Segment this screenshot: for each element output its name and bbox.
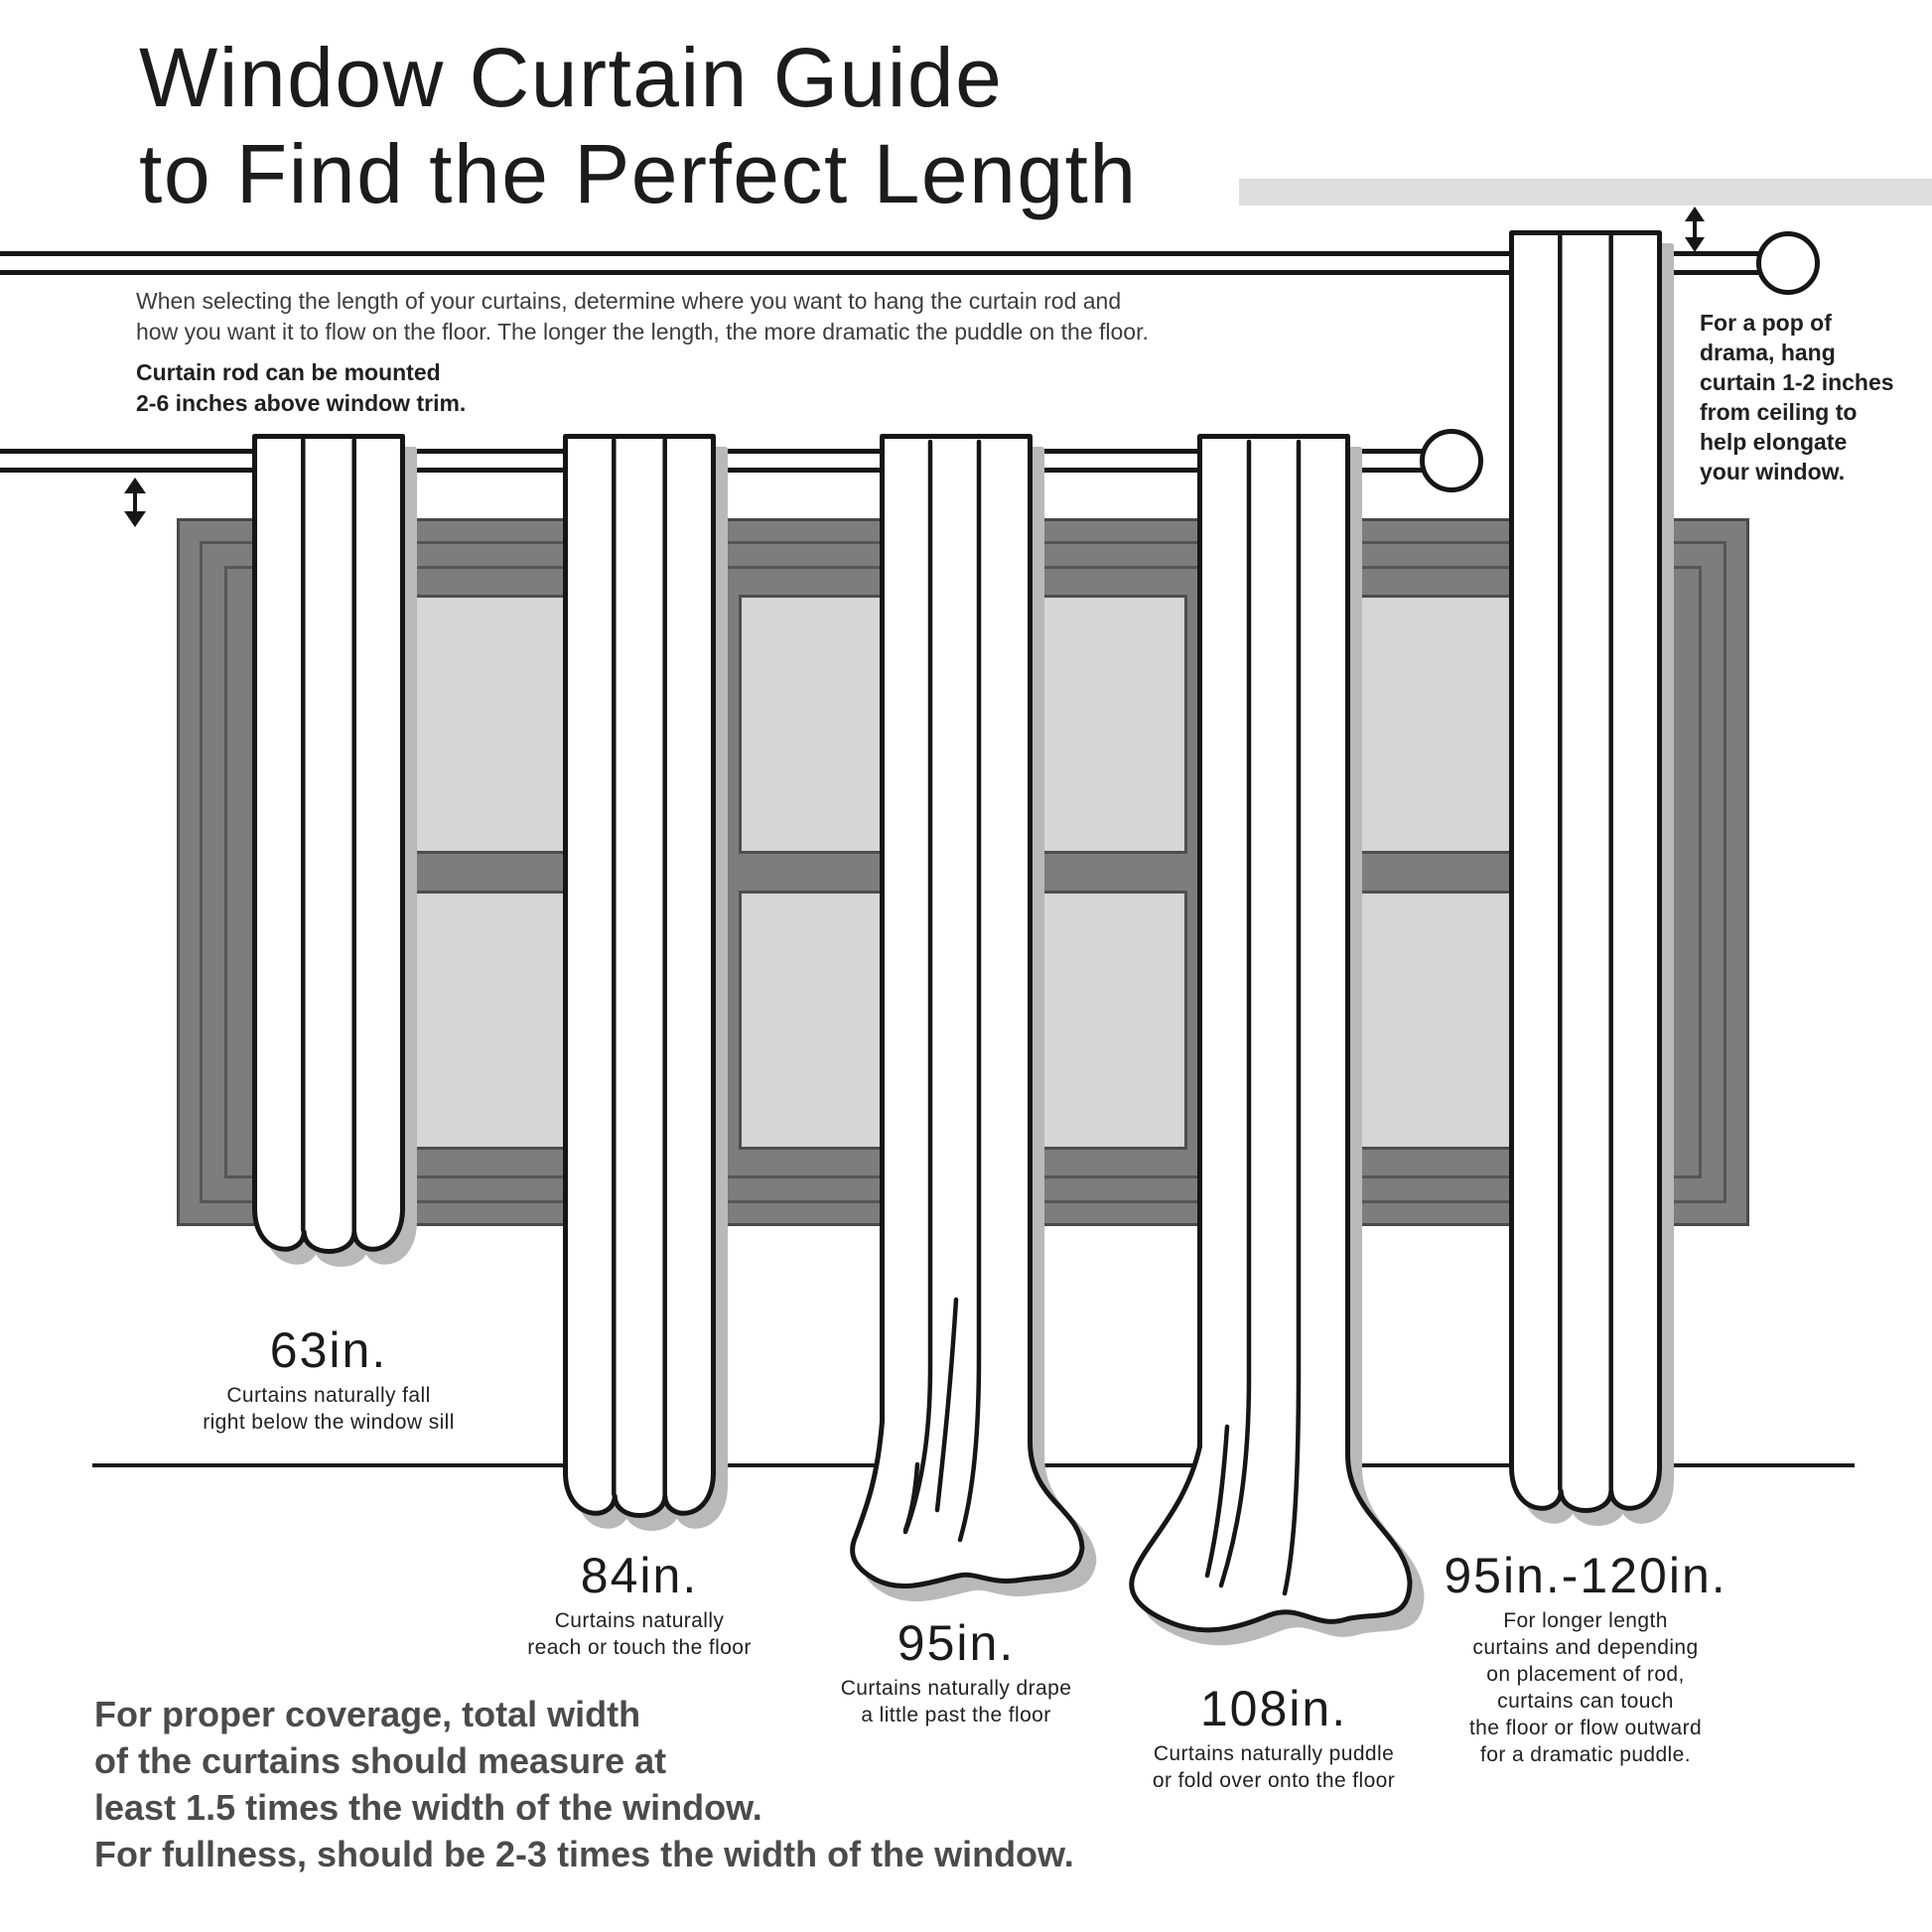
label-108in-length: 108in.	[1199, 1681, 1348, 1736]
caption-line: for a dramatic puddle.	[1480, 1743, 1691, 1766]
caption-line: or fold over onto the floor	[1152, 1769, 1396, 1792]
caption-line: right below the window sill	[203, 1411, 455, 1434]
caption-line: the floor or flow outward	[1468, 1717, 1703, 1739]
label-108in	[1153, 1682, 1395, 1794]
title-line2: to Find the Perfect Length	[139, 127, 1138, 220]
caption-line: Curtains naturally	[554, 1609, 725, 1632]
ceiling-note-line: For a pop of	[1700, 310, 1832, 336]
rod-note-line1: Curtain rod can be mounted	[136, 359, 441, 385]
footer-line: For proper coverage, total width	[94, 1694, 641, 1734]
width-guidance-paragraph	[94, 1691, 1074, 1877]
label-95in-120in	[1444, 1549, 1726, 1768]
label-63in-caption	[203, 1382, 455, 1436]
caption-line: For longer length	[1503, 1609, 1668, 1632]
ceiling-note-line: drama, hang	[1700, 340, 1836, 365]
ceiling-note-line: curtain 1-2 inches	[1700, 369, 1894, 395]
rod-above-trim-arrow-icon	[121, 478, 149, 527]
intro-line2: how you want it to flow on the floor. The longer the length, the more dramatic the puddle on the floor.	[136, 319, 1149, 345]
curtain-84in	[563, 434, 716, 1538]
ceiling-note-line: your window.	[1700, 459, 1846, 484]
ceiling-note-line: help elongate	[1700, 429, 1848, 455]
rod-note-line2: 2-6 inches above window trim.	[136, 390, 467, 416]
rod-finial-upper-icon	[1756, 231, 1820, 295]
caption-line: Curtains naturally fall	[226, 1384, 431, 1407]
label-63in-length: 63in.	[269, 1322, 388, 1378]
curtain-63in	[252, 434, 405, 1274]
ceiling-note-line: from ceiling to	[1700, 399, 1858, 425]
title-line1: Window Curtain Guide	[139, 31, 1004, 124]
label-84in-length: 84in.	[580, 1548, 699, 1603]
caption-line: on placement of rod,	[1486, 1663, 1685, 1686]
ceiling-hang-note	[1700, 308, 1894, 486]
footer-line: For fullness, should be 2-3 times the width of the window.	[94, 1834, 1074, 1874]
curtain-95in-120in	[1509, 230, 1662, 1533]
label-63in	[203, 1323, 455, 1436]
label-84in	[527, 1549, 752, 1661]
label-108in-caption	[1153, 1740, 1395, 1794]
caption-line: reach or touch the floor	[527, 1636, 752, 1659]
ceiling-gap-arrow-icon	[1682, 207, 1708, 252]
label-95in-120in-length: 95in.-120in.	[1444, 1548, 1727, 1603]
caption-line: Curtains naturally drape	[840, 1677, 1072, 1700]
curtain-108in	[1110, 434, 1443, 1685]
label-84in-caption	[527, 1607, 752, 1661]
label-95in-120in-caption	[1444, 1607, 1726, 1768]
curtain-rod-upper	[0, 251, 1760, 275]
curtain-95in	[830, 434, 1108, 1615]
ceiling-bar	[1239, 179, 1932, 206]
caption-line: a little past the floor	[861, 1704, 1051, 1726]
footer-line: of the curtains should measure at	[94, 1740, 667, 1781]
intro-paragraph	[136, 286, 1149, 347]
rod-mounting-note	[136, 357, 466, 419]
caption-line: curtains can touch	[1497, 1690, 1674, 1713]
caption-line: curtains and depending	[1472, 1636, 1699, 1659]
page-title	[139, 30, 1138, 222]
intro-line1: When selecting the length of your curtains, determine where you want to hang the curtain rod and	[136, 288, 1122, 314]
footer-line: least 1.5 times the width of the window.	[94, 1787, 762, 1828]
caption-line: Curtains naturally puddle	[1153, 1742, 1395, 1765]
label-95in-length: 95in.	[897, 1615, 1016, 1671]
